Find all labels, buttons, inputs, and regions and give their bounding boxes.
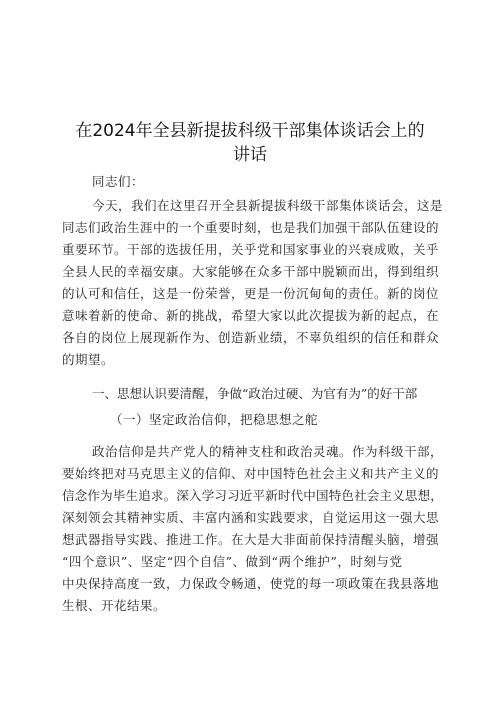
paragraph-line: “四个意识”、坚定“四个自信”、做到“两个维护”，时刻与党 (62, 554, 403, 569)
paragraph-line: 生根、开花结果。 (62, 598, 167, 613)
paragraph-line: 中央保持高度一致，力保政令畅通，使党的每一项政策在我县落地 (62, 576, 440, 591)
salutation: 同志们： (92, 174, 145, 189)
section-heading: 一、思想认识要清醒，争做“政治过硬、为官有为”的好干部 (92, 386, 418, 401)
paragraph-line: 信念作为毕生追求。深入学习习近平新时代中国特色社会主义思想， (62, 488, 444, 503)
document-title-line-2: 讲话 (233, 145, 267, 165)
document-title-line-1: 在2024年全县新提拔科级干部集体谈话会上的 (75, 121, 425, 141)
intro-line: 意味着新的使命、新的挑战，希望大家以此次提拔为新的起点，在 (62, 308, 440, 323)
intro-line: 各自的岗位上展现新作为、创造新业绩，不辜负组织的信任和群众 (62, 330, 440, 345)
subsection-heading: （一）坚定政治信仰，把稳思想之舵 (110, 412, 319, 427)
paragraph-line: 要始终把对马克思主义的信仰、对中国特色社会主义和共产主义的 (62, 466, 440, 481)
intro-line: 今天，我们在这里召开全县新提拔科级干部集体谈话会，这是 (92, 198, 444, 213)
paragraph-line: 深刻领会其精神实质、丰富内涵和实践要求，自觉运用这一强大思 (62, 510, 440, 525)
intro-line: 的认可和信任，这是一份荣誉，更是一份沉甸甸的责任。新的岗位 (62, 286, 440, 301)
paragraph-line: 想武器指导实践、推进工作。在大是大非面前保持清醒头脑，增强 (62, 532, 440, 547)
intro-line: 同志们政治生涯中的一个重要时刻，也是我们加强干部队伍建设的 (62, 220, 440, 235)
paragraph-line: 政治信仰是共产党人的精神支柱和政治灵魂。作为科级干部， (92, 444, 444, 459)
intro-line: 全县人民的幸福安康。大家能够在众多干部中脱颖而出，得到组织 (62, 264, 440, 279)
intro-line: 的期望。 (62, 352, 115, 367)
intro-line: 重要环节。干部的选拔任用，关乎党和国家事业的兴衰成败，关乎 (62, 242, 440, 257)
